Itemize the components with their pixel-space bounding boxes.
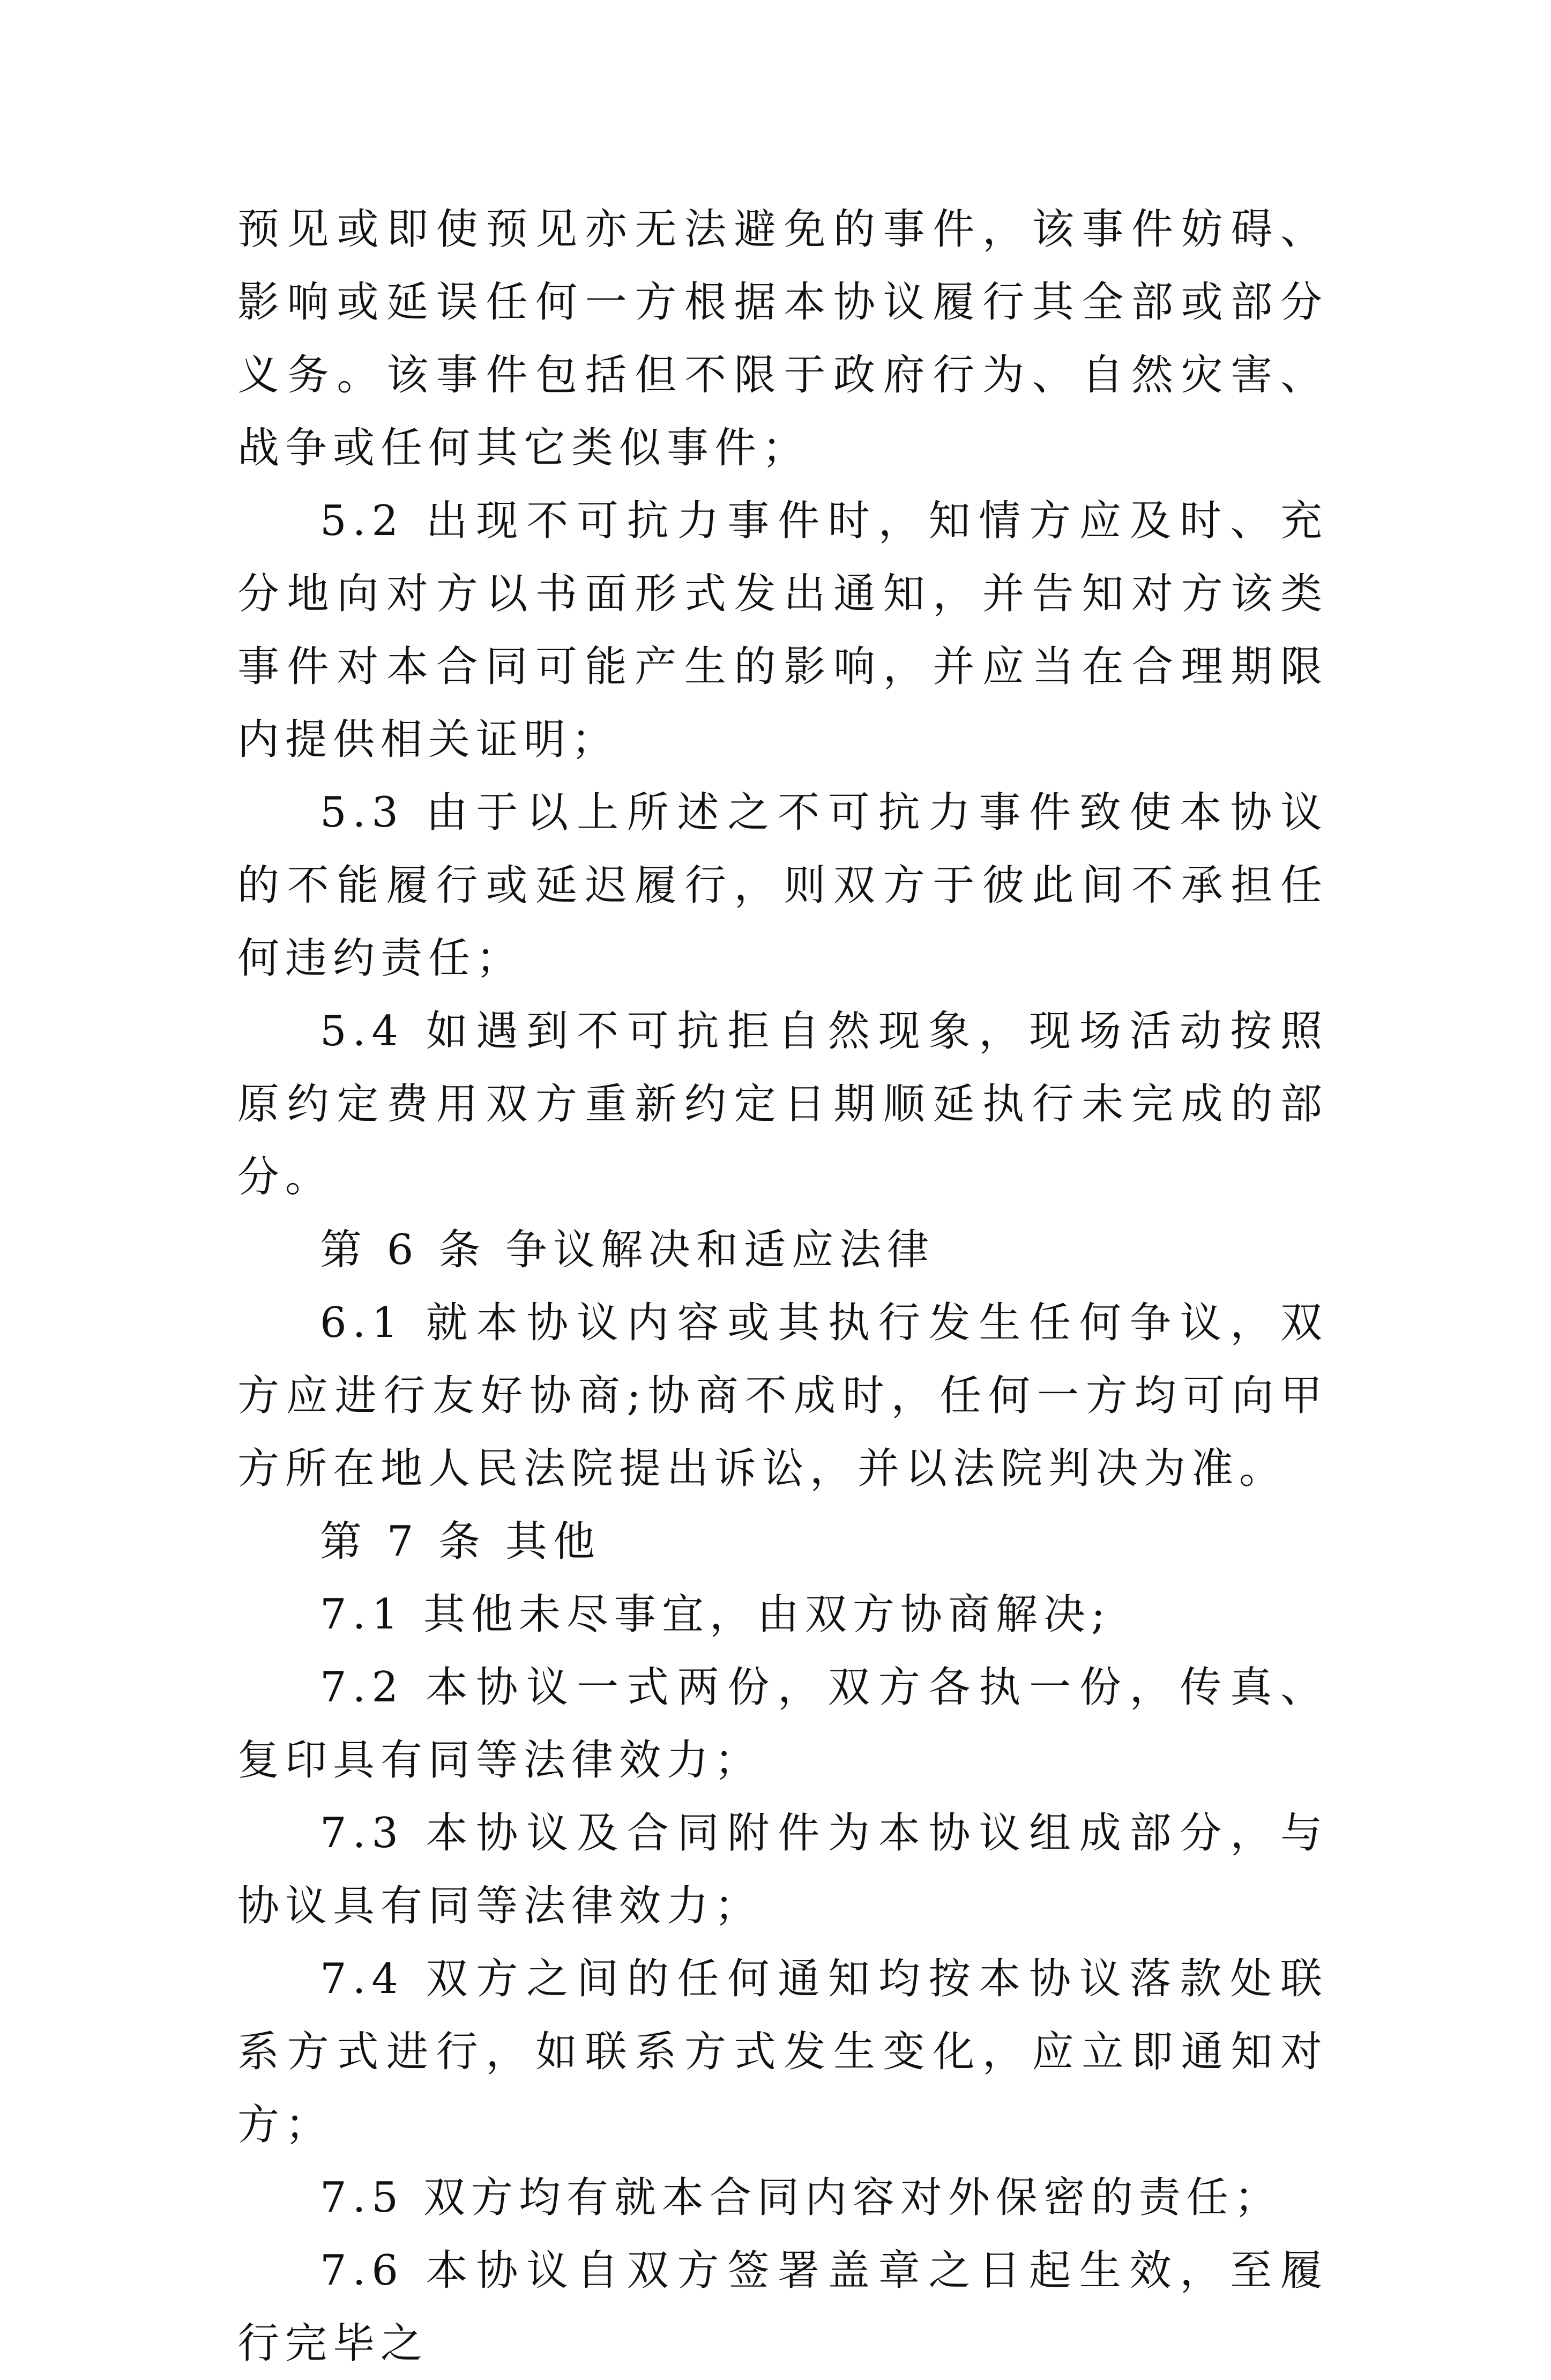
paragraph-7-4: 7.4 双方之间的任何通知均按本协议落款处联系方式进行，如联系方式发生变化，应立即通知对方； — [237, 1955, 1328, 2149]
paragraph-7-2: 7.2 本协议一式两份，双方各执一份，传真、复印具有同等法律效力； — [237, 1663, 1328, 1784]
paragraph-5-4: 5.4 如遇到不可抗拒自然现象，现场活动按照原约定费用双方重新约定日期顺延执行未完成的部分。 — [237, 1007, 1328, 1201]
paragraph-5-2: 5.2 出现不可抗力事件时，知情方应及时、充分地向对方以书面形式发出通知，并告知对方该类事件对本合同可能产生的影响，并应当在合理期限内提供相关证明； — [237, 497, 1328, 764]
paragraph-7-1: 7.1 其他未尽事宜，由双方协商解决; — [320, 1590, 1112, 1639]
article-7-heading: 第 7 条 其他 — [320, 1518, 601, 1566]
article-6-heading: 第 6 条 争议解决和适应法律 — [320, 1226, 935, 1274]
paragraph-5-3: 5.3 由于以上所述之不可抗力事件致使本协议的不能履行或延迟履行，则双方于彼此间不承担任何违约责任； — [237, 789, 1328, 983]
paragraph-7-5: 7.5 双方均有就本合同内容对外保密的责任； — [320, 2174, 1282, 2222]
paragraph-5-1-continuation: 预见或即使预见亦无法避免的事件，该事件妨碍、影响或延误任何一方根据本协议履行其全部或部分义务。该事件包括但不限于政府行为、自然灾害、战争或任何其它类似事件； — [237, 205, 1328, 472]
paragraph-7-6: 7.6 本协议自双方签署盖章之日起生效，至履行完毕之 — [237, 2247, 1328, 2368]
paragraph-7-3: 7.3 本协议及合同附件为本协议组成部分，与协议具有同等法律效力； — [237, 1809, 1328, 1930]
document-body — [237, 193, 1328, 2380]
paragraph-6-1: 6.1 就本协议内容或其执行发生任何争议，双方应进行友好协商;协商不成时，任何一方均可向甲方所在地人民法院提出诉讼，并以法院判决为准。 — [237, 1299, 1328, 1493]
